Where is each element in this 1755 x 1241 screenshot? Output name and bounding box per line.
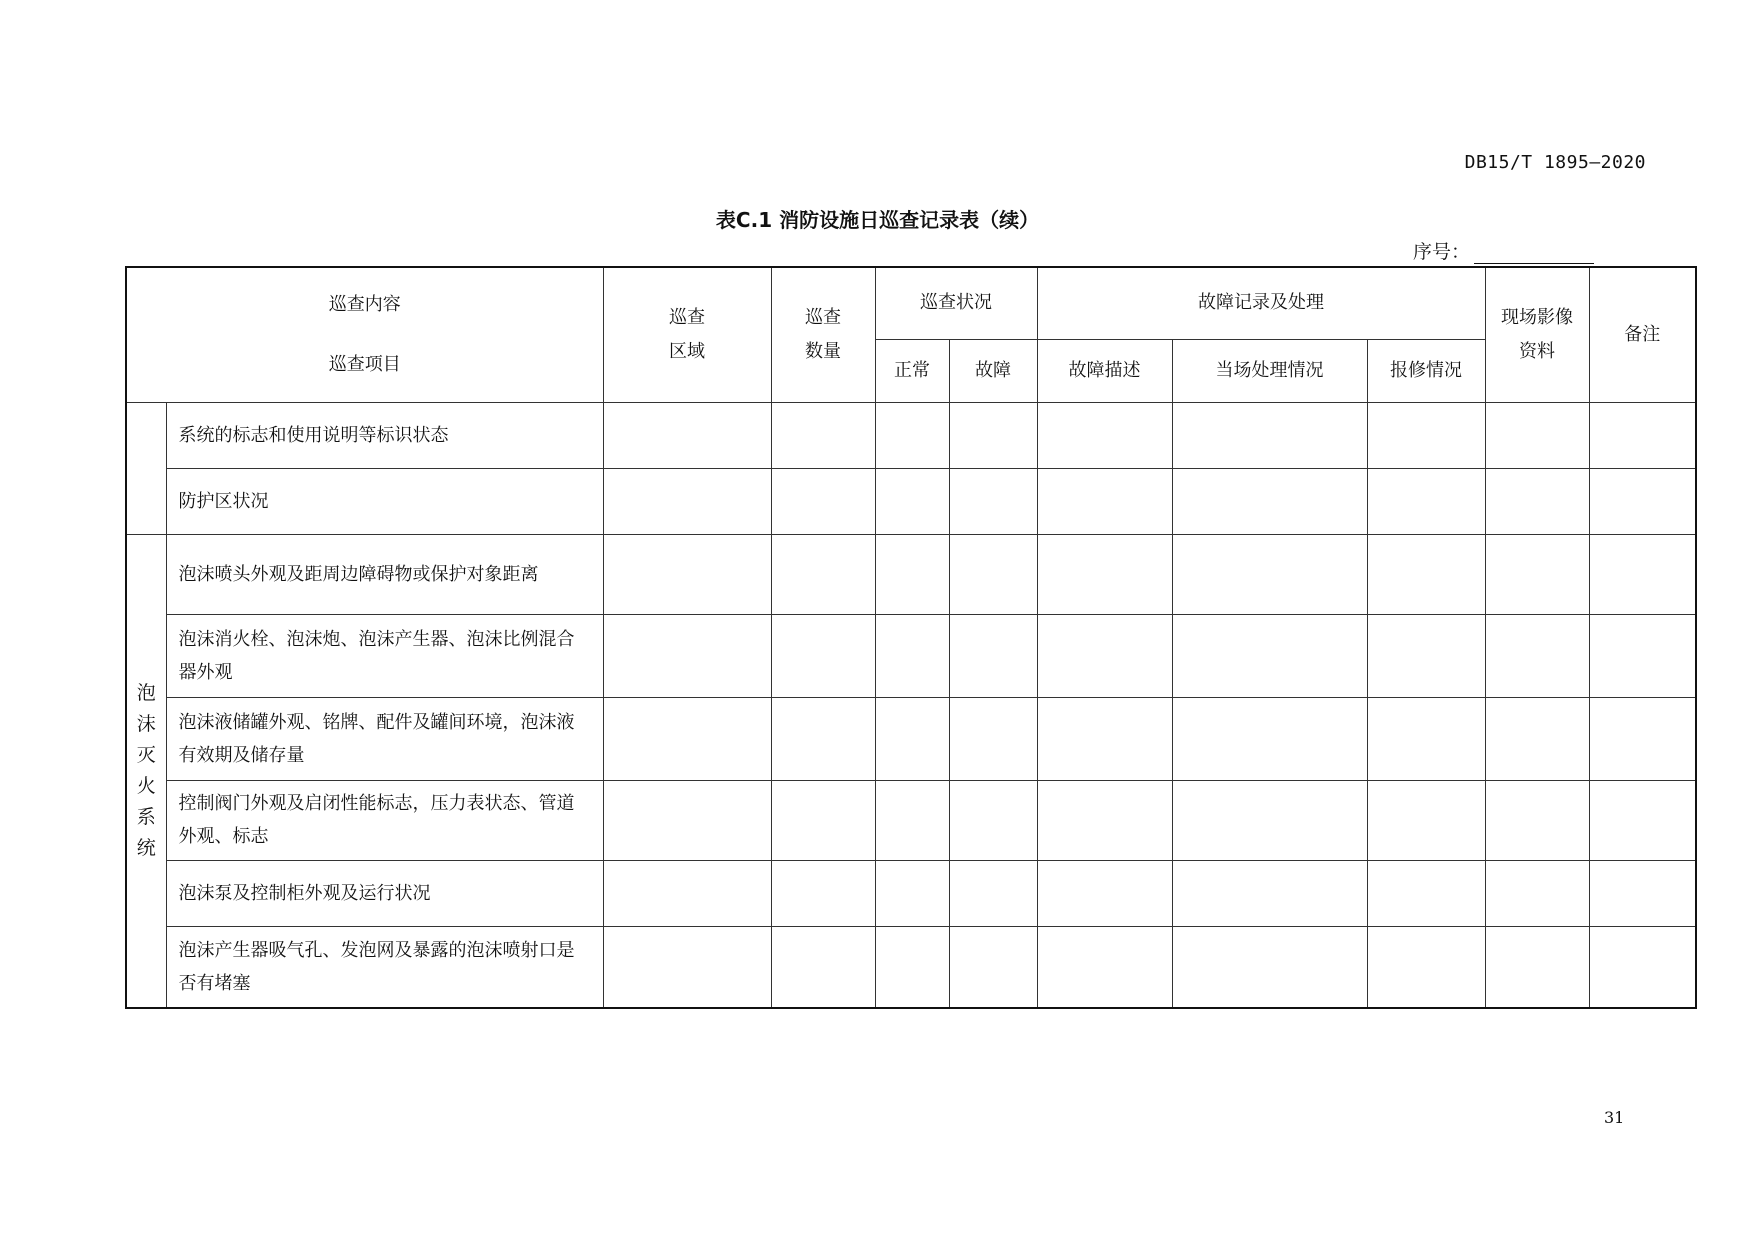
serial-number-blank[interactable] <box>1474 245 1594 264</box>
onsite-cell[interactable] <box>1172 402 1367 468</box>
remarks-cell[interactable] <box>1589 926 1696 1008</box>
fault-cell[interactable] <box>949 402 1037 468</box>
group-char: 火 <box>136 774 156 797</box>
fault-cell[interactable] <box>949 926 1037 1008</box>
remarks-cell[interactable] <box>1589 697 1696 780</box>
serial-number-field <box>1413 237 1594 264</box>
header-area-line1: 巡查 <box>669 306 705 328</box>
image-cell[interactable] <box>1485 534 1589 614</box>
repair-cell[interactable] <box>1367 402 1485 468</box>
header-status: 巡查状况 <box>875 267 1037 339</box>
inspection-record-table <box>125 266 1697 1009</box>
count-cell[interactable] <box>771 860 875 926</box>
normal-cell[interactable] <box>875 614 949 697</box>
inspection-item: 系统的标志和使用说明等标识状态 <box>166 402 603 468</box>
fault-cell[interactable] <box>949 614 1037 697</box>
header-image-line1: 现场影像 <box>1501 306 1574 328</box>
header-fault: 故障 <box>949 339 1037 402</box>
header-repair: 报修情况 <box>1367 339 1485 402</box>
fault-desc-cell[interactable] <box>1037 614 1172 697</box>
repair-cell[interactable] <box>1367 926 1485 1008</box>
header-area <box>603 267 771 402</box>
fault-cell[interactable] <box>949 697 1037 780</box>
table-row <box>126 534 1696 614</box>
fault-desc-cell[interactable] <box>1037 860 1172 926</box>
table-row <box>126 468 1696 534</box>
inspection-item: 泡沫液储罐外观、铭牌、配件及罐间环境，泡沫液有效期及储存量 <box>166 697 603 780</box>
inspection-item: 泡沫消火栓、泡沫炮、泡沫产生器、泡沫比例混合器外观 <box>166 614 603 697</box>
normal-cell[interactable] <box>875 780 949 860</box>
remarks-cell[interactable] <box>1589 860 1696 926</box>
normal-cell[interactable] <box>875 860 949 926</box>
count-cell[interactable] <box>771 402 875 468</box>
table-row <box>126 780 1696 860</box>
group-char: 系 <box>136 805 156 828</box>
onsite-cell[interactable] <box>1172 534 1367 614</box>
remarks-cell[interactable] <box>1589 402 1696 468</box>
table-title: 表C.1 消防设施日巡查记录表（续） <box>715 208 1040 232</box>
page-number: 31 <box>1604 1108 1625 1127</box>
fault-cell[interactable] <box>949 780 1037 860</box>
image-cell[interactable] <box>1485 402 1589 468</box>
normal-cell[interactable] <box>875 926 949 1008</box>
table-row <box>126 697 1696 780</box>
fault-desc-cell[interactable] <box>1037 780 1172 860</box>
system-group-label <box>126 534 166 1008</box>
header-normal: 正常 <box>875 339 949 402</box>
normal-cell[interactable] <box>875 534 949 614</box>
table-row <box>126 614 1696 697</box>
count-cell[interactable] <box>771 780 875 860</box>
repair-cell[interactable] <box>1367 534 1485 614</box>
area-cell[interactable] <box>603 780 771 860</box>
onsite-cell[interactable] <box>1172 860 1367 926</box>
image-cell[interactable] <box>1485 697 1589 780</box>
fault-desc-cell[interactable] <box>1037 468 1172 534</box>
area-cell[interactable] <box>603 534 771 614</box>
remarks-cell[interactable] <box>1589 468 1696 534</box>
table-body <box>126 402 1696 1008</box>
normal-cell[interactable] <box>875 402 949 468</box>
group-char: 统 <box>136 836 156 859</box>
count-cell[interactable] <box>771 534 875 614</box>
fault-cell[interactable] <box>949 534 1037 614</box>
header-fault-desc: 故障描述 <box>1037 339 1172 402</box>
repair-cell[interactable] <box>1367 614 1485 697</box>
header-image-line2: 资料 <box>1519 340 1556 362</box>
header-content-label: 巡查内容 <box>328 293 401 315</box>
onsite-cell[interactable] <box>1172 697 1367 780</box>
onsite-cell[interactable] <box>1172 614 1367 697</box>
header-remarks: 备注 <box>1589 267 1696 402</box>
group-char: 泡 <box>136 681 156 704</box>
fault-desc-cell[interactable] <box>1037 926 1172 1008</box>
group-char: 灭 <box>136 743 156 766</box>
normal-cell[interactable] <box>875 697 949 780</box>
count-cell[interactable] <box>771 468 875 534</box>
area-cell[interactable] <box>603 697 771 780</box>
inspection-item: 泡沫喷头外观及距周边障碍物或保护对象距离 <box>166 534 603 614</box>
header-count <box>771 267 875 402</box>
remarks-cell[interactable] <box>1589 780 1696 860</box>
count-cell[interactable] <box>771 614 875 697</box>
header-count-line1: 巡查 <box>805 306 841 328</box>
onsite-cell[interactable] <box>1172 468 1367 534</box>
inspection-item: 泡沫泵及控制柜外观及运行状况 <box>166 860 603 926</box>
header-fault-record: 故障记录及处理 <box>1037 267 1485 339</box>
header-content-item <box>126 267 603 402</box>
table-row <box>126 926 1696 1008</box>
count-cell[interactable] <box>771 697 875 780</box>
fault-desc-cell[interactable] <box>1037 697 1172 780</box>
document-code: DB15/T 1895—2020 <box>1464 152 1646 173</box>
table-row <box>126 860 1696 926</box>
header-area-line2: 区域 <box>669 340 705 362</box>
remarks-cell[interactable] <box>1589 614 1696 697</box>
group-char: 沫 <box>136 712 156 735</box>
repair-cell[interactable] <box>1367 860 1485 926</box>
image-cell[interactable] <box>1485 468 1589 534</box>
repair-cell[interactable] <box>1367 780 1485 860</box>
area-cell[interactable] <box>603 860 771 926</box>
table-row <box>126 402 1696 468</box>
onsite-cell[interactable] <box>1172 780 1367 860</box>
area-cell[interactable] <box>603 926 771 1008</box>
normal-cell[interactable] <box>875 468 949 534</box>
image-cell[interactable] <box>1485 926 1589 1008</box>
count-cell[interactable] <box>771 926 875 1008</box>
serial-number-label: 序号： <box>1413 241 1471 263</box>
image-cell[interactable] <box>1485 614 1589 697</box>
inspection-item: 防护区状况 <box>166 468 603 534</box>
header-item-label: 巡查项目 <box>328 353 401 375</box>
header-row-top <box>126 267 1696 339</box>
header-onsite: 当场处理情况 <box>1172 339 1367 402</box>
image-cell[interactable] <box>1485 780 1589 860</box>
onsite-cell[interactable] <box>1172 926 1367 1008</box>
fault-desc-cell[interactable] <box>1037 402 1172 468</box>
area-cell[interactable] <box>603 402 771 468</box>
repair-cell[interactable] <box>1367 697 1485 780</box>
fault-cell[interactable] <box>949 860 1037 926</box>
fault-cell[interactable] <box>949 468 1037 534</box>
header-image <box>1485 267 1589 402</box>
remarks-cell[interactable] <box>1589 534 1696 614</box>
system-group-label <box>126 402 166 534</box>
area-cell[interactable] <box>603 468 771 534</box>
header-count-line2: 数量 <box>805 340 841 362</box>
repair-cell[interactable] <box>1367 468 1485 534</box>
area-cell[interactable] <box>603 614 771 697</box>
inspection-item: 控制阀门外观及启闭性能标志，压力表状态、管道外观、标志 <box>166 780 603 860</box>
fault-desc-cell[interactable] <box>1037 534 1172 614</box>
inspection-item: 泡沫产生器吸气孔、发泡网及暴露的泡沫喷射口是否有堵塞 <box>166 926 603 1008</box>
image-cell[interactable] <box>1485 860 1589 926</box>
